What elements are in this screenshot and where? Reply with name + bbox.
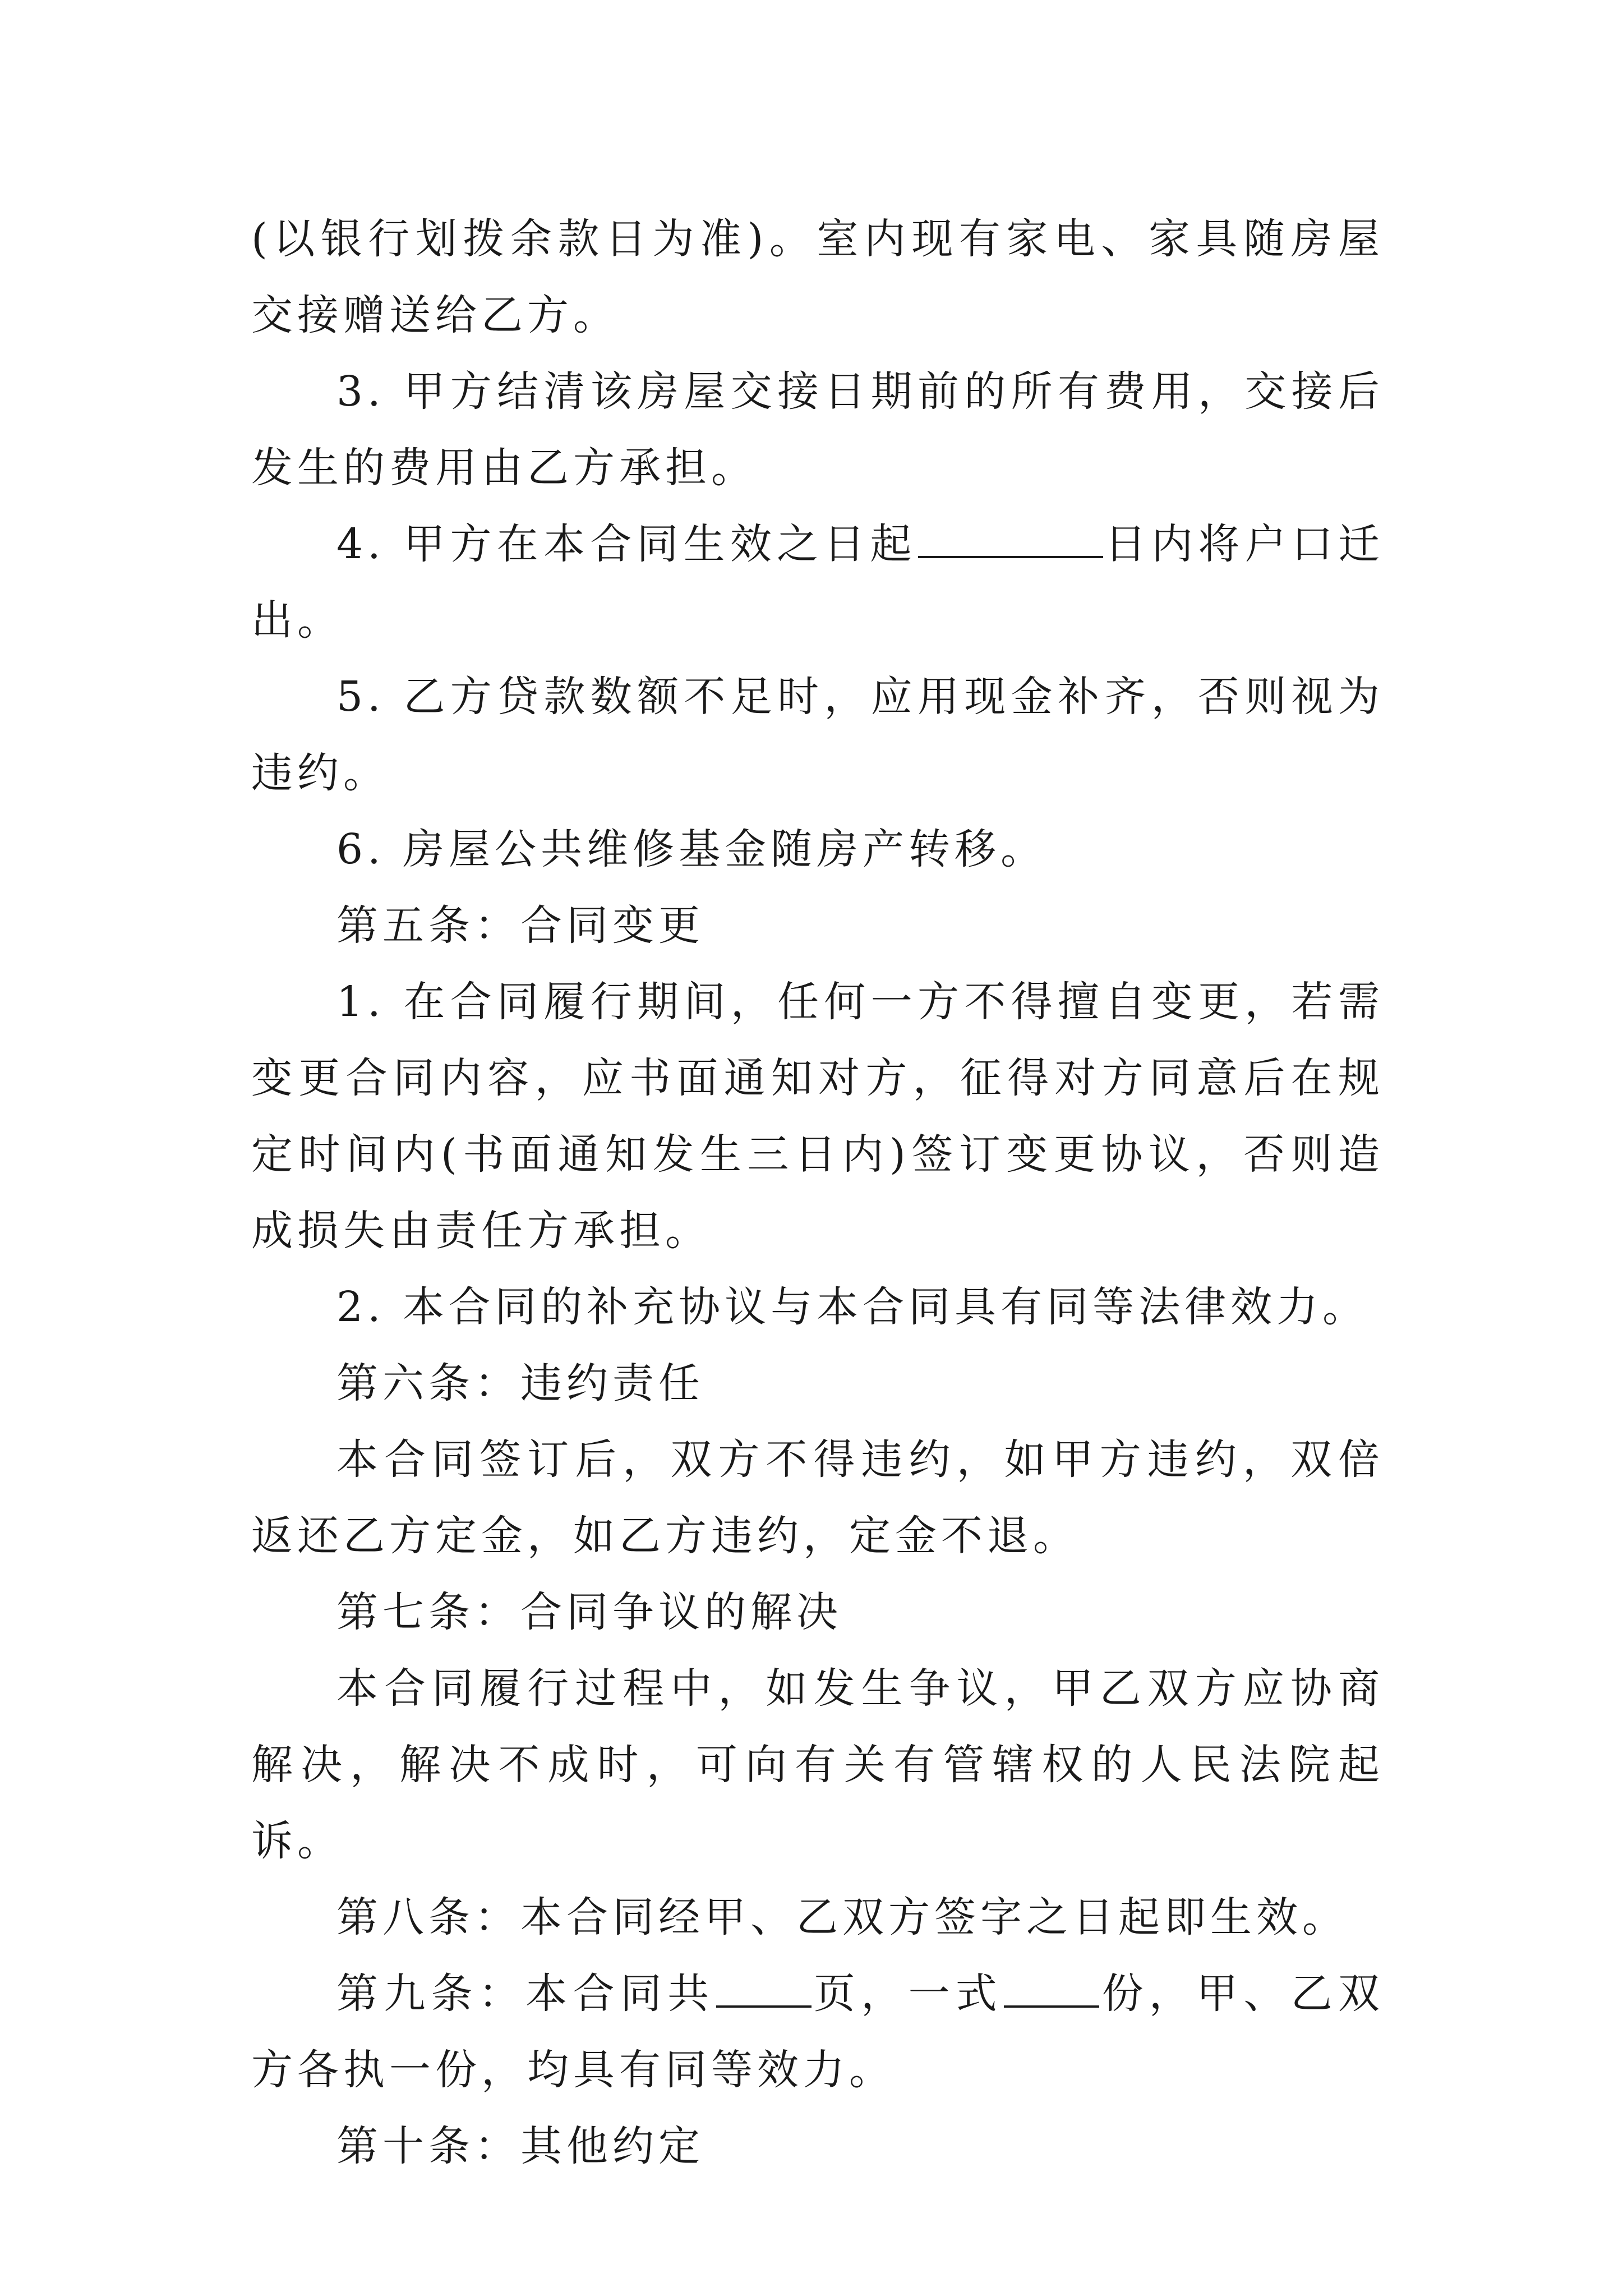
paragraph-item-3: 3. 甲方结清该房屋交接日期前的所有费用，交接后发生的费用由乙方承担。 — [251, 367, 1384, 492]
article-5-heading: 第五条：合同变更 — [336, 901, 704, 950]
paragraph-item-6: 6. 房屋公共维修基金随房产转移。 — [336, 825, 1047, 873]
copy-count-blank-field — [1004, 1973, 1099, 2008]
paragraph-article-9-text-middle: 页，一式 — [812, 1970, 1003, 2018]
page-count-blank-field — [716, 1973, 811, 2008]
days-blank-field — [918, 523, 1103, 558]
article-7-heading: 第七条：合同争议的解决 — [336, 1588, 842, 1636]
paragraph-item-4-text-after: 日内将户口迁出。 — [251, 520, 1385, 645]
paragraph-article-5-clause-2: 2. 本合同的补充协议与本合同具有同等法律效力。 — [336, 1283, 1369, 1331]
paragraph-item-4 — [251, 506, 1384, 659]
paragraph-continuation: (以银行划拨余款日为准)。室内现有家电、家具随房屋交接赠送给乙方。 — [251, 215, 1384, 339]
article-6-heading: 第六条：违约责任 — [336, 1359, 704, 1407]
paragraph-article-9-text-before: 第九条：本合同共 — [336, 1970, 715, 2018]
article-8-heading: 第八条：本合同经甲、乙双方签字之日起即生效。 — [336, 1893, 1348, 1941]
paragraph-article-5-clause-1: 1. 在合同履行期间，任何一方不得擅自变更，若需变更合同内容，应书面通知对方，征得对方同意后在规定时间内(书面通知发生三日内)签订变更协议，否则造成损失由责任方承担。 — [251, 978, 1384, 1255]
paragraph-article-6: 本合同签订后，双方不得违约，如甲方违约，双倍返还乙方定金，如乙方违约，定金不退。 — [251, 1435, 1384, 1560]
paragraph-article-9 — [251, 1955, 1384, 2108]
article-10-heading: 第十条：其他约定 — [336, 2122, 704, 2170]
paragraph-item-4-text-before: 4. 甲方在本合同生效之日起 — [336, 520, 917, 568]
paragraph-article-9-text-after: 份，甲、乙双方各执一份，均具有同等效力。 — [251, 1970, 1385, 2094]
contract-body — [251, 201, 1384, 2184]
paragraph-item-5: 5. 乙方贷款数额不足时，应用现金补齐，否则视为违约。 — [251, 673, 1384, 797]
paragraph-article-7: 本合同履行过程中，如发生争议，甲乙双方应协商解决，解决不成时，可向有关有管辖权的人民法院起诉。 — [251, 1664, 1384, 1865]
